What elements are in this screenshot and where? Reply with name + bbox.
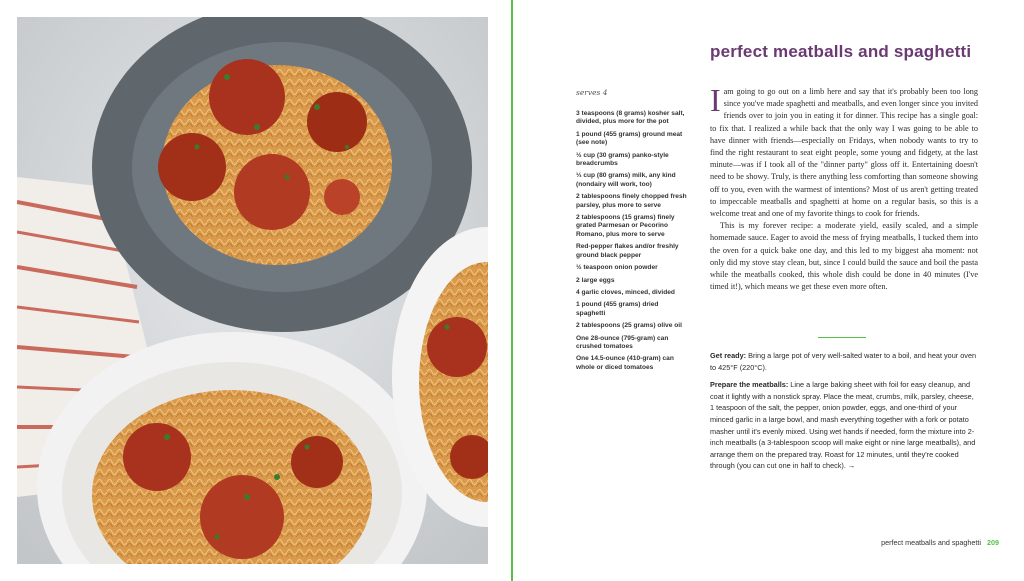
step-heading: Get ready: (710, 351, 747, 360)
ingredient-item: One 28-ounce (795-gram) can crushed tomatoes (576, 334, 669, 350)
intro-paragraph-text: am going to go out on a limb here and say that it's probably been too long since you've made spaghetti and meatballs, and even longer since you invited friends over to join you in eating it for dinner. This recipe has a single goal: to fix that. I realized a while back that the only way I was going to be able to have dinner with friends—especially on Fridays, when nobody wants to try to find the right restaurant to seat eight people, some young and fidgety, at the last minute—was if I took all of the "dinner party" gloss off it. Entertaining doesn't need to be showy. Truly, is there anything less comforting than someone showing off to you, even with the warmest of intentions? Most of us aren't getting treated to impeccable meatballs and spaghetti at home on a regular basis, so this is a welcome treat and one of my favorite things to cook for friends. (710, 87, 978, 219)
method-step (710, 350, 978, 373)
ingredient-item: 2 tablespoons (25 grams) olive oil (576, 322, 682, 330)
drop-cap: I (710, 82, 721, 118)
step-heading: Prepare the meatballs: (710, 380, 789, 390)
right-page (513, 0, 1024, 581)
intro-paragraph (710, 82, 978, 220)
serves-label: serves 4 (576, 88, 608, 97)
ingredient-item: 1 pound (455 grams) dried spaghetti (576, 301, 659, 317)
running-head: perfect meatballs and spaghetti (881, 538, 981, 547)
ingredient-list (576, 110, 688, 376)
method-step (710, 379, 978, 472)
ingredient-item: 2 large eggs (576, 276, 615, 284)
step-text: Line a large baking sheet with foil for easy cleanup, and coat it lightly with a nonstick spray. Place the meat, crumbs, milk, parsley, cheese, 1 teaspoon of the salt, the pepper, onion powder, eggs, and one-third of your minced garlic in a large bowl, and mash everything together with a fork or potato masher until it's evenly mixed. Using wet hands if needed, form the mixture into 2-inch meatballs (a 3-tablespoon scoop will make eight or nine large meatballs), and arrange them on the prepared tray. Roast for 12 minutes, until they're cooked through (you can cut one in half to check). → (710, 380, 976, 471)
section-divider (818, 337, 866, 338)
intro-paragraph: This is my forever recipe: a moderate yield, easily scaled, and a simple homemade sauce. Eager to avoid the mess of frying meatballs, I tucked them into the oven for a quick bake one day, and this led to my biggest aha moment: not only did my stove stay clean, but, since I could build the sauce and boil the pasta while the meatballs cooked, this whole dish could be done in 40 minutes (I've timed it!), which means we get these even more often. (710, 221, 978, 292)
ingredient-item: 2 tablespoons finely chopped fresh parsley, plus more to serve (576, 193, 687, 209)
ingredient-item: ½ teaspoon onion powder (576, 264, 658, 272)
method-steps (710, 350, 978, 478)
ingredient-item: 2 tablespoons (15 grams) finely grated Parmesan or Pecorino Romano, plus more to serve (576, 214, 675, 238)
ingredient-item: 3 teaspoons (8 grams) kosher salt, divided, plus more for the pot (576, 110, 685, 126)
page-number: 209 (987, 538, 999, 547)
spaghetti-meatballs-photo (17, 17, 488, 564)
ingredient-item: ⅓ cup (80 grams) milk, any kind (nondairy will work, too) (576, 172, 676, 188)
page-footer (881, 538, 999, 547)
ingredient-item: One 14.5-ounce (410-gram) can whole or diced tomatoes (576, 355, 674, 371)
recipe-title: perfect meatballs and spaghetti (710, 42, 972, 61)
step-text: Bring a large pot of very well-salted water to a boil, and heat your oven to 425°F (220°C). (710, 351, 977, 372)
ingredient-item: ½ cup (30 grams) panko-style breadcrumbs (576, 151, 669, 168)
ingredient-item: 1 pound (455 grams) ground meat (see note) (576, 130, 683, 147)
ingredient-item: Red-pepper flakes and/or freshly ground black pepper (576, 243, 679, 259)
ingredient-item: 4 garlic cloves, minced, divided (576, 288, 675, 296)
intro-text (710, 82, 978, 293)
